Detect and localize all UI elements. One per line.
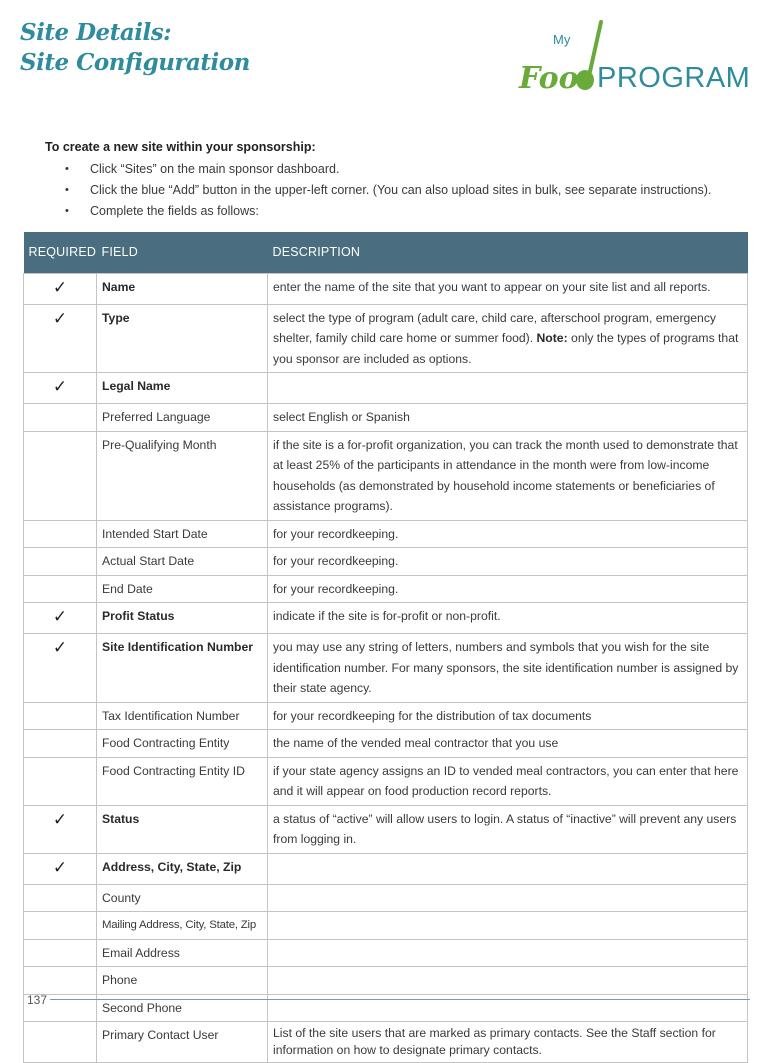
description-cell bbox=[268, 404, 748, 432]
myfoodprogram-logo bbox=[515, 18, 755, 100]
footer-rule bbox=[50, 999, 750, 1000]
checkmark-icon: ✓ bbox=[52, 638, 68, 658]
table-row bbox=[24, 884, 748, 912]
intro-section bbox=[45, 140, 745, 223]
description-note-text: only the types of programs that you sponsor are included as options. bbox=[273, 331, 739, 366]
table-row bbox=[24, 853, 748, 884]
table-row bbox=[24, 520, 748, 548]
required-cell bbox=[24, 273, 97, 304]
required-cell bbox=[24, 853, 97, 884]
checkmark-icon: ✓ bbox=[52, 809, 68, 830]
description-cell bbox=[268, 548, 748, 576]
page-number: 137 bbox=[27, 993, 48, 1007]
field-name-cell: Pre-Qualifying Month bbox=[97, 431, 268, 520]
page-title-line-1: Site Details: bbox=[20, 19, 172, 46]
intro-bullet-list bbox=[45, 160, 745, 223]
description-text: List of the site users that are marked as primary contacts. See the Staff section for information on how to designate primary contacts. bbox=[273, 1026, 716, 1057]
description-text: if your state agency assigns an ID to vended meal contractors, you can enter that here and it will appear on food production record reports. bbox=[273, 763, 739, 798]
field-name-cell: Phone bbox=[97, 967, 268, 995]
description-text: if the site is a for-profit organization, you can track the month used to demonstrate that at least 25% of the participants in attendance in the month were from low-income households (as demonstrated by household income statements or beneficiaries of assistance programs). bbox=[273, 437, 738, 513]
required-cell bbox=[24, 431, 97, 520]
field-name-cell: Actual Start Date bbox=[97, 548, 268, 576]
required-cell bbox=[24, 939, 97, 967]
description-cell bbox=[268, 1022, 748, 1063]
table-row bbox=[24, 912, 748, 940]
field-name-cell: Site Identification Number bbox=[97, 634, 268, 703]
description-text: for your recordkeeping. bbox=[273, 554, 399, 568]
table-row bbox=[24, 404, 748, 432]
logo-program: PROGRAM bbox=[597, 62, 751, 94]
description-cell bbox=[268, 603, 748, 634]
required-cell bbox=[24, 520, 97, 548]
field-name-cell: Food Contracting Entity ID bbox=[97, 757, 268, 805]
table-row bbox=[24, 373, 748, 404]
description-text: you may use any string of letters, numbers and symbols that you wish for the site identification number. For many sponsors, the site identification number is assigned by their state agency. bbox=[273, 640, 739, 695]
intro-lead: To create a new site within your sponsorship: bbox=[45, 140, 316, 154]
description-cell bbox=[268, 304, 748, 373]
description-text: select English or Spanish bbox=[273, 410, 410, 424]
logo-food: Foo bbox=[519, 61, 579, 96]
table-row bbox=[24, 634, 748, 703]
table-row bbox=[24, 548, 748, 576]
spoon-bowl bbox=[576, 70, 594, 90]
description-text: for your recordkeeping. bbox=[273, 581, 399, 596]
checkmark-icon: ✓ bbox=[52, 607, 68, 627]
required-cell bbox=[24, 304, 97, 373]
required-cell bbox=[24, 575, 97, 603]
table-row bbox=[24, 603, 748, 634]
description-text: select the type of program (adult care, child care, afterschool program, emergency shelter, family child care home or summer food). bbox=[273, 310, 717, 345]
description-cell bbox=[268, 575, 748, 603]
description-text: for your recordkeeping for the distribution of tax documents bbox=[273, 708, 592, 723]
site-fields-table bbox=[23, 232, 748, 1063]
required-cell bbox=[24, 805, 97, 853]
intro-bullet: • Click “Sites” on the main sponsor dashboard. bbox=[65, 160, 745, 181]
checkmark-icon: ✓ bbox=[52, 308, 68, 329]
required-cell bbox=[24, 1022, 97, 1063]
table-row bbox=[24, 1022, 748, 1063]
table-row bbox=[24, 730, 748, 758]
col-header-field: FIELD bbox=[97, 232, 268, 273]
description-text: the name of the vended meal contractor that you use bbox=[273, 736, 559, 750]
description-cell bbox=[268, 702, 748, 730]
field-name-cell: Food Contracting Entity bbox=[97, 730, 268, 758]
field-name-cell: Type bbox=[97, 304, 268, 373]
field-name-cell: Email Address bbox=[97, 939, 268, 967]
col-header-description: DESCRIPTION bbox=[268, 232, 748, 273]
required-cell bbox=[24, 373, 97, 404]
field-name-cell: Status bbox=[97, 805, 268, 853]
description-cell bbox=[268, 967, 748, 995]
description-cell bbox=[268, 757, 748, 805]
required-cell bbox=[24, 634, 97, 703]
required-cell bbox=[24, 757, 97, 805]
description-text: for your recordkeeping. bbox=[273, 526, 399, 541]
table-row bbox=[24, 304, 748, 373]
col-header-required: REQUIRED bbox=[24, 232, 97, 273]
required-cell bbox=[24, 730, 97, 758]
field-name-cell: Name bbox=[97, 273, 268, 304]
page-title-line-2: Site Configuration bbox=[20, 49, 250, 76]
field-name-cell: County bbox=[97, 884, 268, 912]
checkmark-icon: ✓ bbox=[52, 857, 68, 878]
table-row bbox=[24, 805, 748, 853]
field-name-cell: Second Phone bbox=[97, 994, 268, 1022]
description-text: indicate if the site is for-profit or non-profit. bbox=[273, 609, 501, 623]
field-name-cell: Address, City, State, Zip bbox=[97, 853, 268, 884]
field-name-cell: Tax Identification Number bbox=[97, 702, 268, 730]
checkmark-icon: ✓ bbox=[52, 377, 68, 397]
description-cell bbox=[268, 373, 748, 404]
description-cell bbox=[268, 634, 748, 703]
required-cell bbox=[24, 702, 97, 730]
description-cell bbox=[268, 520, 748, 548]
description-cell bbox=[268, 431, 748, 520]
table-row bbox=[24, 431, 748, 520]
field-name-cell: Preferred Language bbox=[97, 404, 268, 432]
intro-bullet: • Complete the fields as follows: bbox=[65, 202, 745, 223]
required-cell bbox=[24, 603, 97, 634]
description-cell bbox=[268, 853, 748, 884]
description-cell bbox=[268, 912, 748, 940]
table-row bbox=[24, 273, 748, 304]
description-cell bbox=[268, 273, 748, 304]
required-cell bbox=[24, 404, 97, 432]
table-row bbox=[24, 939, 748, 967]
required-cell bbox=[24, 967, 97, 995]
required-cell bbox=[24, 884, 97, 912]
description-text: a status of “active” will allow users to login. A status of “inactive” will prevent any users from logging in. bbox=[273, 811, 737, 846]
intro-bullet: • Click the blue “Add” button in the upper-left corner. (You can also upload sites in bulk, see separate instructions). bbox=[65, 181, 745, 202]
description-text: enter the name of the site that you want to appear on your site list and all reports. bbox=[273, 279, 711, 294]
required-cell bbox=[24, 912, 97, 940]
table-row bbox=[24, 702, 748, 730]
field-name-cell: Primary Contact User bbox=[97, 1022, 268, 1063]
field-name-cell: Legal Name bbox=[97, 373, 268, 404]
description-cell bbox=[268, 805, 748, 853]
table-row bbox=[24, 757, 748, 805]
field-name-cell: End Date bbox=[97, 575, 268, 603]
field-name-cell: Profit Status bbox=[97, 603, 268, 634]
description-cell bbox=[268, 730, 748, 758]
logo-my: My bbox=[553, 32, 571, 47]
field-name-cell: Intended Start Date bbox=[97, 520, 268, 548]
table-header-row bbox=[24, 232, 748, 273]
required-cell bbox=[24, 548, 97, 576]
description-note-label: Note: bbox=[536, 331, 568, 345]
description-cell bbox=[268, 884, 748, 912]
field-name-cell: Mailing Address, City, State, Zip bbox=[97, 912, 268, 940]
description-cell bbox=[268, 939, 748, 967]
checkmark-icon: ✓ bbox=[52, 277, 68, 298]
table-body bbox=[24, 273, 748, 1063]
page-title bbox=[20, 18, 250, 78]
table-row bbox=[24, 575, 748, 603]
table-row bbox=[24, 967, 748, 995]
